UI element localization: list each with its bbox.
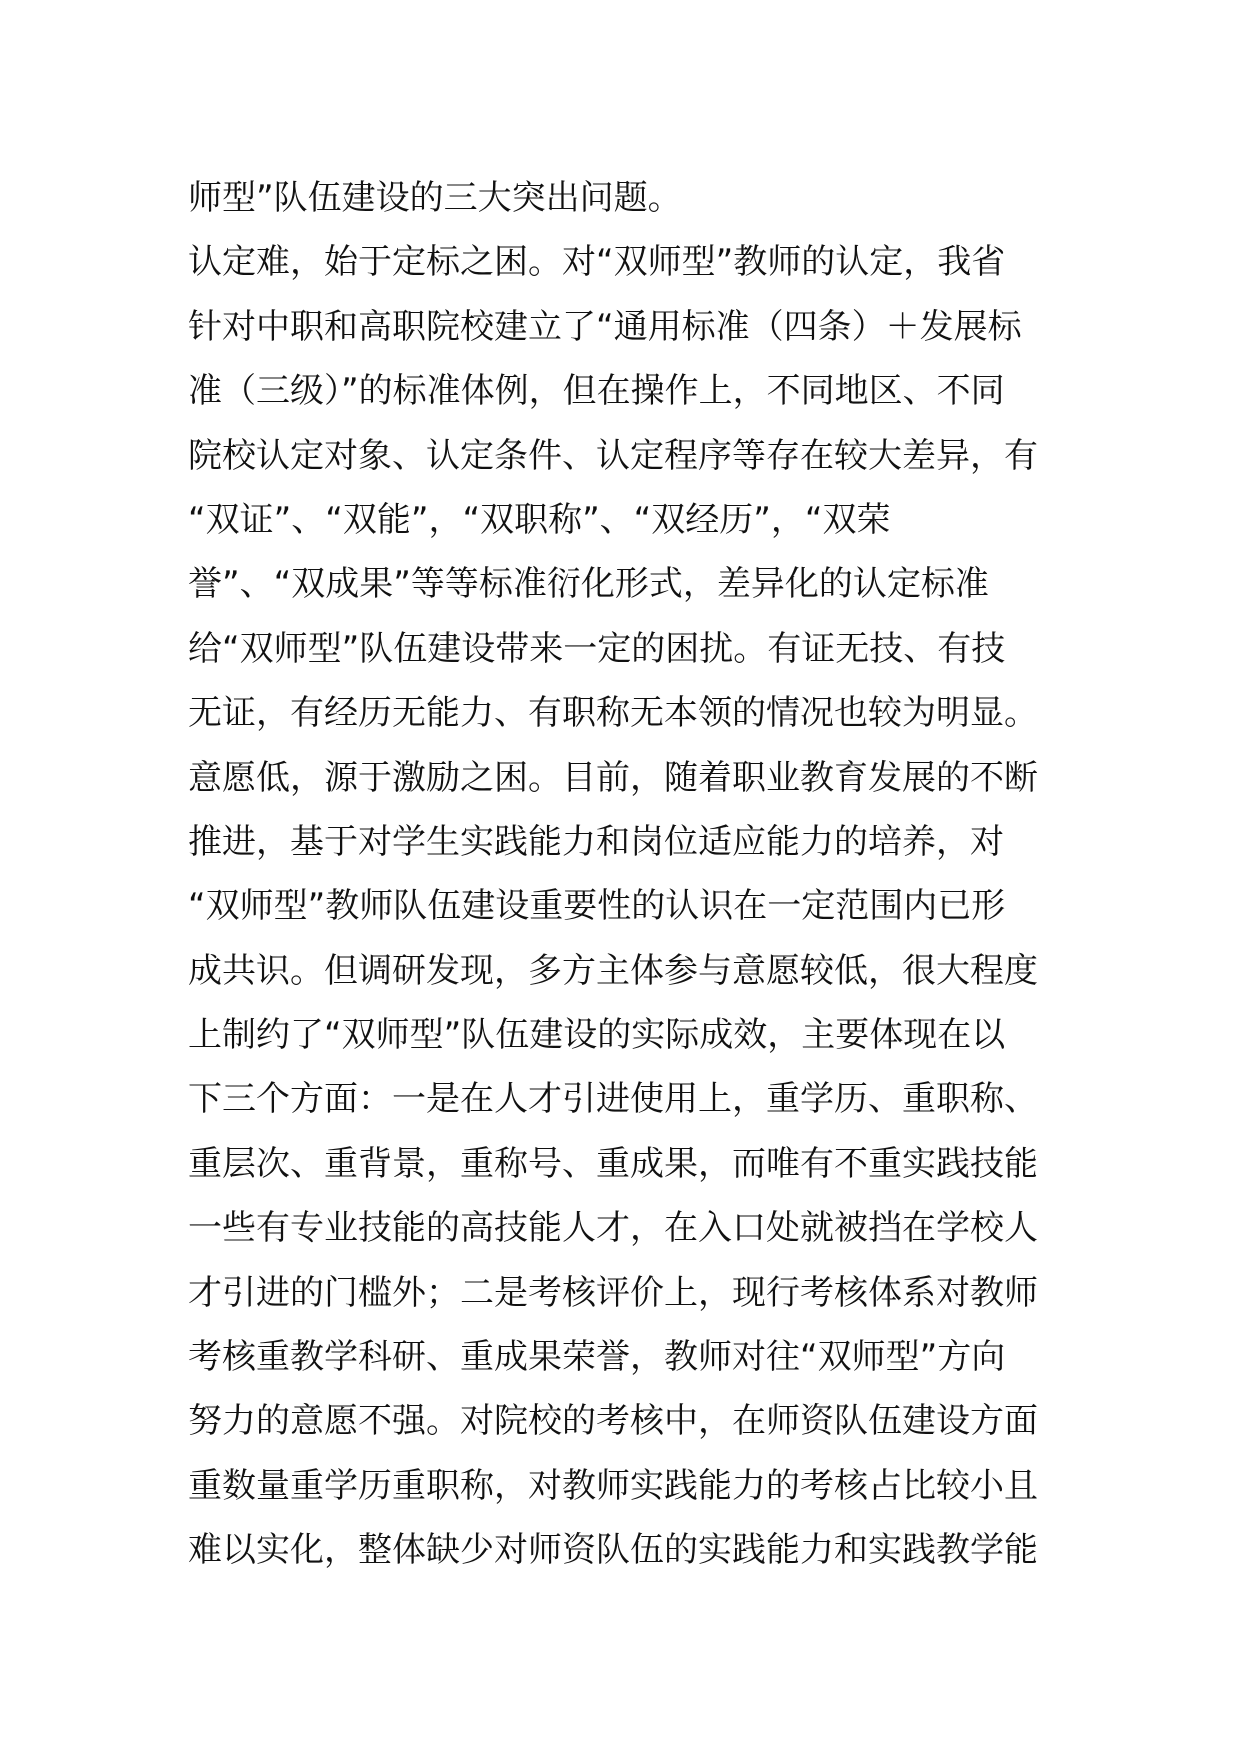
text-line: 意愿低，源于激励之困。目前，随着职业教育发展的不断: [188, 757, 1038, 798]
text-line: 考核重教学科研、重成果荣誉，教师对往“双师型”方向: [188, 1337, 1006, 1378]
text-line: 努力的意愿不强。对院校的考核中，在师资队伍建设方面: [188, 1401, 1038, 1442]
text-line: 誉”、“双成果”等等标准衍化形式，差异化的认定标准: [188, 564, 989, 605]
text-line: 成共识。但调研发现，多方主体参与意愿较低，很大程度: [188, 950, 1038, 991]
text-line: 推进，基于对学生实践能力和岗位适应能力的培养，对: [188, 821, 1004, 862]
text-line: 难以实化，整体缺少对师资队伍的实践能力和实践教学能: [188, 1530, 1038, 1571]
text-line: 师型”队伍建设的三大突出问题。: [188, 178, 682, 218]
text-line: 无证，有经历无能力、有职称无本领的情况也较为明显。: [188, 693, 1038, 734]
text-line: 下三个方面：一是在人才引进使用上，重学历、重职称、: [188, 1079, 1038, 1120]
text-line: 院校认定对象、认定条件、认定程序等存在较大差异，有: [188, 435, 1038, 476]
text-line: 准（三级）”的标准体例，但在操作上，不同地区、不同: [188, 371, 1005, 412]
text-line: 针对中职和高职院校建立了“通用标准（四条）＋发展标: [188, 306, 1022, 347]
text-line: 认定难，始于定标之困。对“双师型”教师的认定，我省: [188, 242, 1006, 283]
text-line: 上制约了“双师型”队伍建设的实际成效，主要体现在以: [188, 1015, 1006, 1056]
text-line: 重层次、重背景，重称号、重成果，而唯有不重实践技能: [188, 1143, 1038, 1184]
text-line: “双证”、“双能”，“双职称”、“双经历”，“双荣: [188, 499, 891, 540]
text-line: 才引进的门槛外；二是考核评价上，现行考核体系对教师: [188, 1272, 1038, 1313]
body-text: [188, 166, 1068, 1583]
text-line: 重数量重学历重职称，对教师实践能力的考核占比较小且: [188, 1465, 1038, 1506]
text-line: 一些有专业技能的高技能人才，在入口处就被挡在学校人: [188, 1208, 1038, 1249]
text-line: 给“双师型”队伍建设带来一定的困扰。有证无技、有技: [188, 628, 1006, 669]
text-line: “双师型”教师队伍建设重要性的认识在一定范围内已形: [188, 886, 1006, 927]
